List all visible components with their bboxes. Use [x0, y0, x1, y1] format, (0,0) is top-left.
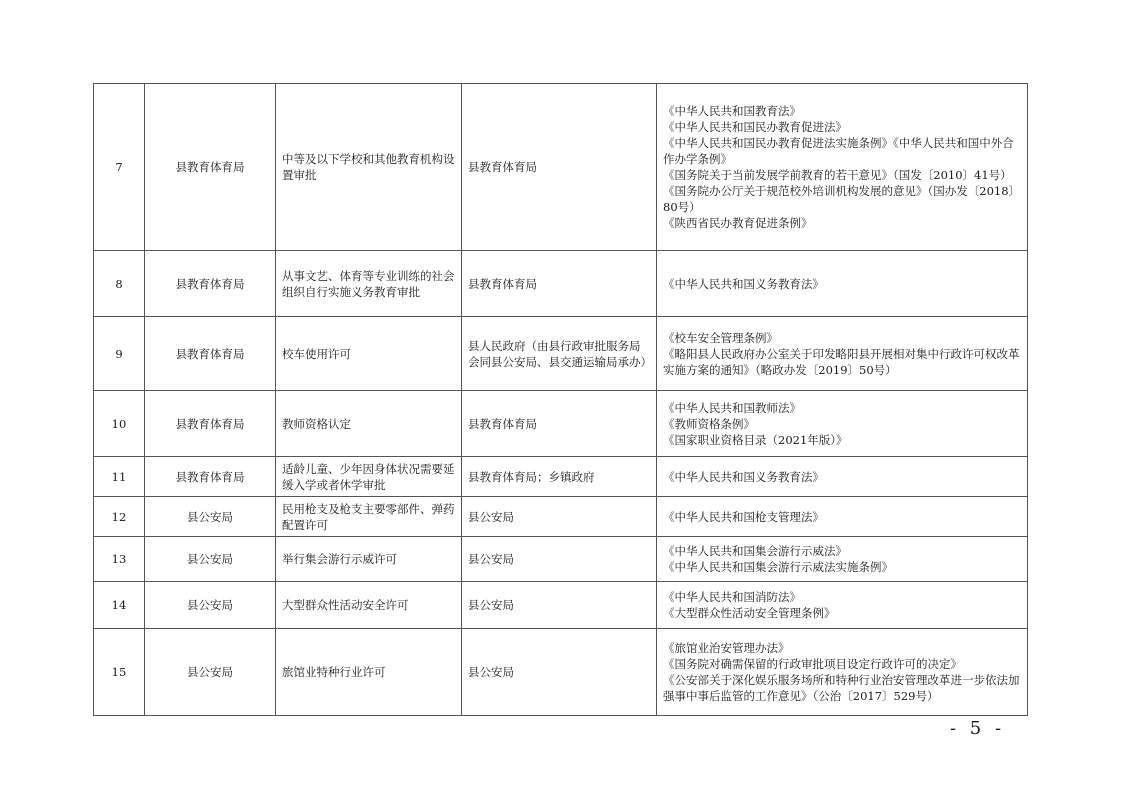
department-cell: 县教育体育局: [145, 317, 276, 391]
permit-table: [93, 83, 1028, 716]
permit-item-cell: 大型群众性活动安全许可: [276, 582, 462, 629]
table-row: [94, 582, 1028, 629]
legal-basis-line: 《中华人民共和国民办教育促进法》: [663, 120, 847, 134]
legal-basis-cell: [657, 457, 1028, 497]
legal-basis-line: 《大型群众性活动安全管理条例》: [663, 606, 836, 620]
legal-basis-line: 《中华人民共和国集会游行示威法》: [663, 544, 847, 558]
legal-basis-cell: [657, 391, 1028, 457]
implementing-body-cell: 县教育体育局: [462, 84, 657, 251]
row-number: 13: [94, 537, 145, 582]
row-number: 10: [94, 391, 145, 457]
legal-basis-line: 《中华人民共和国义务教育法》: [663, 276, 824, 291]
row-number: 9: [94, 317, 145, 391]
legal-basis-line: 《国务院办公厅关于规范校外培训机构发展的意见》（国办发〔2018〕80号）: [663, 184, 1021, 214]
department-cell: 县公安局: [145, 582, 276, 629]
row-number: 14: [94, 582, 145, 629]
legal-basis-cell: [657, 629, 1028, 716]
permit-item-cell: 举行集会游行示威许可: [276, 537, 462, 582]
department-cell: 县教育体育局: [145, 251, 276, 317]
permit-item-cell: 从事文艺、体育等专业训练的社会组织自行实施义务教育审批: [276, 251, 462, 317]
department-cell: 县教育体育局: [145, 84, 276, 251]
department-cell: 县公安局: [145, 497, 276, 537]
legal-basis-cell: [657, 497, 1028, 537]
legal-basis-line: 《教师资格条例》: [663, 416, 755, 431]
page-number: - 5 -: [950, 718, 1006, 739]
legal-basis-line: 《陕西省民办教育促进条例》: [663, 216, 813, 230]
table-row: [94, 457, 1028, 497]
implementing-body-cell: 县公安局: [462, 537, 657, 582]
department-cell: 县公安局: [145, 629, 276, 716]
legal-basis-cell: [657, 537, 1028, 582]
legal-basis-cell: [657, 317, 1028, 391]
implementing-body-cell: 县人民政府（由县行政审批服务局会同县公安局、县交通运输局承办）: [462, 317, 657, 391]
row-number: 7: [94, 84, 145, 251]
legal-basis-line: 《旅馆业治安管理办法》: [663, 641, 790, 655]
department-cell: 县公安局: [145, 537, 276, 582]
legal-basis-line: 《中华人民共和国枪支管理法》: [663, 509, 824, 524]
row-number: 11: [94, 457, 145, 497]
row-number: 15: [94, 629, 145, 716]
legal-basis-line: 《国家职业资格目录（2021年版）》: [663, 432, 848, 447]
legal-basis-line: 《公安部关于深化娱乐服务场所和特种行业治安管理改革进一步依法加强事中事后监管的工作意见》（公治〔2017〕529号）: [663, 673, 1020, 703]
permit-item-cell: 校车使用许可: [276, 317, 462, 391]
implementing-body-cell: 县公安局: [462, 582, 657, 629]
table-row: [94, 391, 1028, 457]
legal-basis-line: 《中华人民共和国集会游行示威法实施条例》: [663, 560, 893, 574]
legal-basis-cell: [657, 582, 1028, 629]
table-row: [94, 497, 1028, 537]
legal-basis-line: 《中华人民共和国义务教育法》: [663, 469, 824, 484]
implementing-body-cell: 县教育体育局；乡镇政府: [462, 457, 657, 497]
legal-basis-line: 《国务院关于当前发展学前教育的若干意见》（国发〔2010〕41号）: [663, 168, 1012, 182]
implementing-body-cell: 县公安局: [462, 497, 657, 537]
legal-basis-line: 《中华人民共和国教育法》: [663, 104, 801, 118]
department-cell: 县教育体育局: [145, 457, 276, 497]
table-row: [94, 629, 1028, 716]
legal-basis-cell: [657, 251, 1028, 317]
permit-item-cell: 民用枪支及枪支主要零部件、弹药配置许可: [276, 497, 462, 537]
implementing-body-cell: 县教育体育局: [462, 391, 657, 457]
permit-table-body: [94, 84, 1028, 716]
table-row: [94, 84, 1028, 251]
row-number: 8: [94, 251, 145, 317]
permit-item-cell: 适龄儿童、少年因身体状况需要延缓入学或者休学审批: [276, 457, 462, 497]
table-row: [94, 317, 1028, 391]
legal-basis-line: 《中华人民共和国消防法》: [663, 590, 801, 604]
implementing-body-cell: 县公安局: [462, 629, 657, 716]
permit-item-cell: 中等及以下学校和其他教育机构设置审批: [276, 84, 462, 251]
row-number: 12: [94, 497, 145, 537]
legal-basis-line: 《中华人民共和国民办教育促进法实施条例》《中华人民共和国中外合作办学条例》: [663, 136, 1014, 166]
legal-basis-cell: [657, 84, 1028, 251]
department-cell: 县教育体育局: [145, 391, 276, 457]
implementing-body-cell: 县教育体育局: [462, 251, 657, 317]
legal-basis-line: 《校车安全管理条例》: [663, 330, 778, 345]
permit-item-cell: 旅馆业特种行业许可: [276, 629, 462, 716]
table-row: [94, 251, 1028, 317]
legal-basis-line: 《中华人民共和国教师法》: [663, 400, 801, 415]
legal-basis-line: 《国务院对确需保留的行政审批项目设定行政许可的决定》: [663, 657, 962, 671]
legal-basis-line: 《略阳县人民政府办公室关于印发略阳县开展相对集中行政许可权改革实施方案的通知》（略政办发〔2019〕50号）: [663, 346, 1020, 377]
table-row: [94, 537, 1028, 582]
permit-item-cell: 教师资格认定: [276, 391, 462, 457]
